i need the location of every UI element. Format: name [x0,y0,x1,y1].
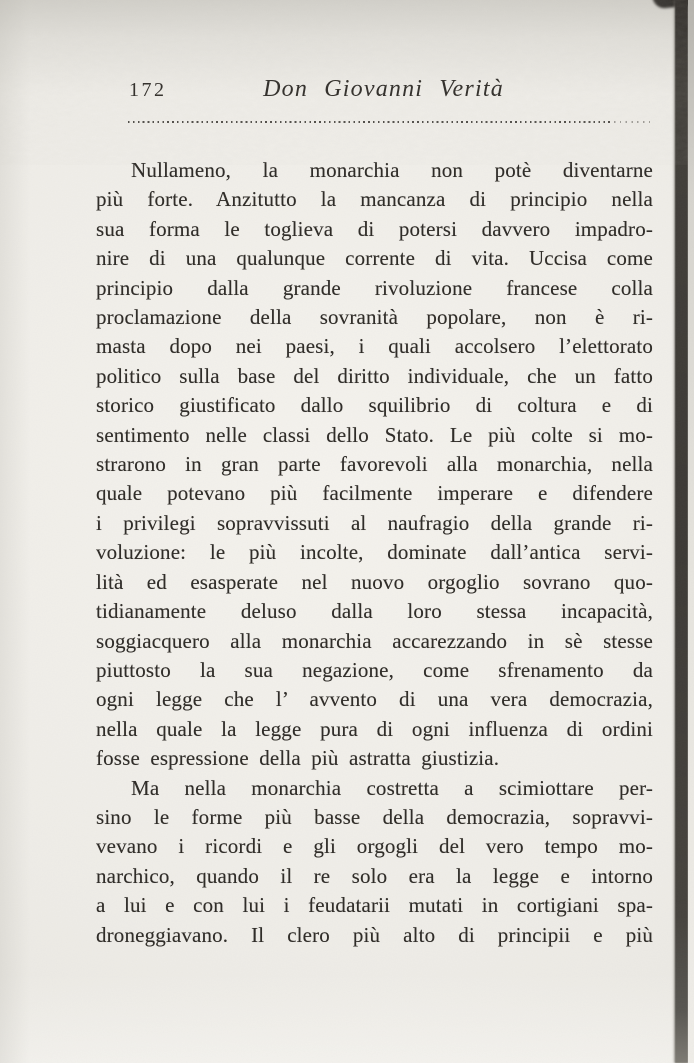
text-line: lità ed esasperate nel nuovo orgoglio sovrano quo- [96,569,653,594]
text-line: piuttosto la sua negazione, come sfrenamento da [96,657,653,682]
text-line: i privilegi sopravvissuti al naufragio della grande ri- [96,510,653,535]
text-line: principio dalla grande rivoluzione francese colla [96,275,653,300]
dotted-rule-faint-segment [614,121,652,123]
text-line: masta dopo nei paesi, i quali accolsero l’elettorato [96,334,653,359]
text-line: fosse espressione della più astratta giustizia. [96,746,500,771]
running-title: Don Giovanni Verità [263,76,504,102]
dotted-rule-segment [128,121,610,123]
text-line: Nullameno, la monarchia non potè diventarne [131,158,653,182]
text-line: tidianamente deluso dalla loro stessa incapacità, [96,599,653,624]
header-dotted-rule [128,121,652,124]
text-line: nella quale la legge pura di ogni influenza di ordini [96,716,653,741]
text-line: vevano i ricordi e gli orgogli del vero tempo mo- [96,834,653,859]
text-line: sino le forme più basse della democrazia, sopravvi- [96,804,653,829]
text-line: proclamazione della sovranità popolare, non è ri- [96,305,653,330]
text-line: nire di una qualunque corrente di vita. Uccisa come [96,246,653,271]
text-line: narchico, quando il re solo era la legge e intorno [96,863,653,888]
text-line: voluzione: le più incolte, dominate dall’antica servi- [96,540,653,565]
body-text [96,156,653,950]
text-line: strarono in gran parte favorevoli alla monarchia, nella [96,452,653,477]
text-line: più forte. Anzitutto la mancanza di principio nella [96,187,653,212]
text-line: storico giustificato dallo squilibrio di coltura e di [96,393,653,418]
text-line: politico sulla base del diritto individuale, che un fatto [96,363,653,388]
page-number: 172 [129,79,167,101]
text-line: droneggiavano. Il clero più alto di principii e più [96,922,653,947]
text-line: soggiacquero alla monarchia accarezzando in sè stesse [96,628,653,653]
page-header [96,76,653,106]
page-right-edge [688,0,694,1063]
text-line: quale potevano più facilmente imperare e difendere [96,481,653,506]
book-gutter-shadow [675,0,688,1063]
text-line: sua forma le toglieva di potersi davvero impadro- [96,216,653,241]
text-line: Ma nella monarchia costretta a scimiottare per- [131,775,653,800]
text-line: sentimento nelle classi dello Stato. Le più colte si mo- [96,422,653,447]
text-line: a lui e con lui i feudatarii mutati in cortigiani spa- [96,893,653,918]
text-line: ogni legge che l’ avvento di una vera democrazia, [96,687,653,712]
